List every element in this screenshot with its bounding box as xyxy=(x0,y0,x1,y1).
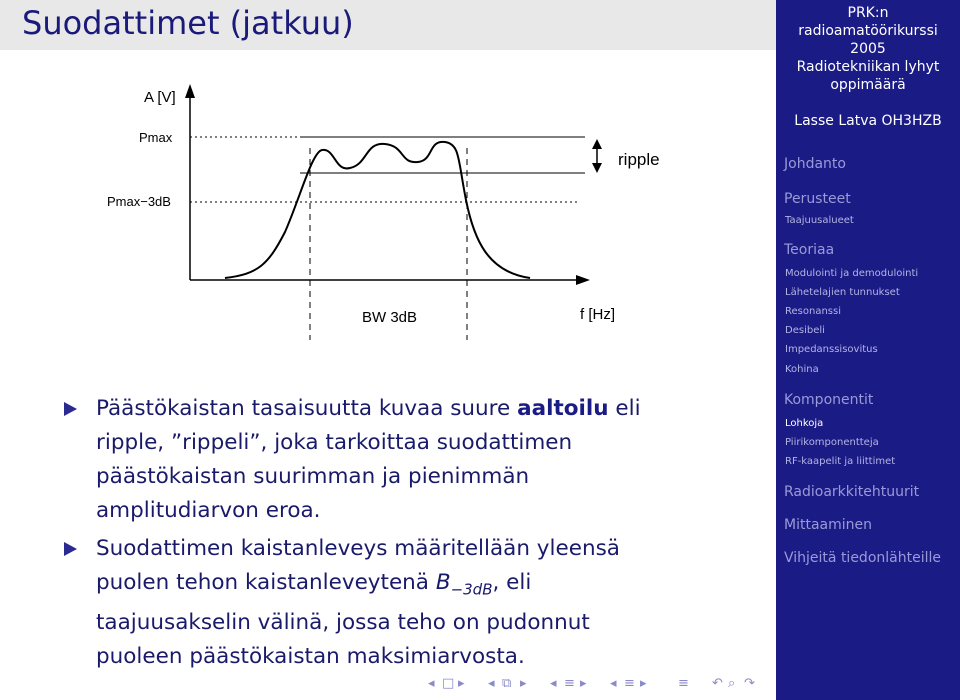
slide-body xyxy=(64,392,764,674)
pmax-3db-label: Pmax−3dB xyxy=(107,194,171,209)
bullet-ripple-text-end: eli xyxy=(608,396,641,421)
y-axis-label: A [V] xyxy=(144,89,176,106)
bullet-bandwidth-line3: taajuusakselin välinä, jossa teho on pudonnut xyxy=(96,610,590,636)
course-subtitle-line1: Radiotekniikan lyhyt xyxy=(796,59,940,75)
nav-section-komponentit[interactable]: Komponentit xyxy=(784,392,874,408)
nav-forward-icon[interactable]: ↷ xyxy=(744,676,755,691)
navigation-sidebar xyxy=(776,0,960,700)
nav-section-perusteet[interactable]: Perusteet xyxy=(784,191,851,207)
nav-search-icon[interactable]: ⌕ xyxy=(728,676,736,691)
nav-item-resonanssi[interactable]: Resonanssi xyxy=(785,306,841,317)
course-name-line1: PRK:n xyxy=(847,5,889,21)
nav-next-section-icon[interactable]: ▸ xyxy=(580,676,587,691)
y-axis-arrow xyxy=(185,84,195,98)
ripple-arrow-up xyxy=(592,139,602,149)
bullet-triangle-icon xyxy=(64,402,77,416)
bullet-ripple-line2: ripple, ”rippeli”, joka tarkoittaa suodattimen xyxy=(96,430,573,455)
bandwidth-label: BW 3dB xyxy=(362,309,418,326)
nav-next-frame-icon[interactable]: ▸ xyxy=(458,676,465,691)
bullet-bandwidth-line1: Suodattimen kaistanleveys määritellään yleensä xyxy=(96,536,620,561)
slide-title: Suodattimet (jatkuu) xyxy=(22,4,354,42)
x-axis-label: f [Hz] xyxy=(580,306,616,323)
nav-section-mittaaminen[interactable]: Mittaaminen xyxy=(784,517,872,533)
nav-document-icon[interactable]: ≡ xyxy=(624,676,635,691)
nav-prev-frame-icon[interactable]: ◂ xyxy=(428,676,435,691)
beamer-navigation-bar xyxy=(428,676,768,696)
bullet-ripple-line3: päästökaistan suurimman ja pienimmän xyxy=(96,464,530,489)
nav-appendix-icon[interactable]: ≡ xyxy=(678,676,689,691)
nav-subsection-icon[interactable]: ⧉ xyxy=(502,676,512,691)
math-b-symbol: B xyxy=(435,570,451,595)
pmax-label: Pmax xyxy=(139,130,173,145)
nav-item-lohkoja-active[interactable]: Lohkoja xyxy=(785,418,824,429)
filter-response-figure xyxy=(0,60,770,360)
nav-item-kohina[interactable]: Kohina xyxy=(785,364,819,375)
nav-section-vihjeita[interactable]: Vihjeitä tiedonlähteille xyxy=(784,550,941,566)
term-aaltoilu: aaltoilu xyxy=(517,396,609,421)
math-b-subscript: −3dB xyxy=(450,580,493,599)
nav-item-desibeli[interactable]: Desibeli xyxy=(785,325,825,336)
response-curve xyxy=(225,142,530,278)
bullet-ripple-text: Päästökaistan tasaisuutta kuvaa suure xyxy=(96,396,518,421)
nav-next-document-icon[interactable]: ▸ xyxy=(640,676,647,691)
nav-item-lahetelajit[interactable]: Lähetelajien tunnukset xyxy=(785,287,900,298)
bullet-bandwidth-text: puolen tehon kaistanleveytenä xyxy=(96,570,436,595)
nav-frame-icon[interactable]: □ xyxy=(442,676,455,691)
nav-item-piirikomponentteja[interactable]: Piirikomponentteja xyxy=(785,437,879,448)
bullet-bandwidth-line2 xyxy=(96,566,764,606)
nav-section-radioarkkitehtuurit[interactable]: Radioarkkitehtuurit xyxy=(784,484,920,500)
nav-section-teoriaa[interactable]: Teoriaa xyxy=(784,242,835,258)
ripple-arrow-down xyxy=(592,163,602,173)
ripple-label: ripple xyxy=(618,150,660,169)
author-name: Lasse Latva OH3HZB xyxy=(794,113,942,129)
course-year: 2005 xyxy=(850,41,886,57)
x-axis-arrow xyxy=(576,275,590,285)
nav-item-rf-kaapelit[interactable]: RF-kaapelit ja liittimet xyxy=(785,456,896,467)
slide-header xyxy=(0,0,776,50)
nav-prev-section-icon[interactable]: ◂ xyxy=(550,676,557,691)
course-name-line2: radioamatöörikurssi xyxy=(798,23,938,39)
course-subtitle-line2: oppimäärä xyxy=(830,77,906,93)
bullet-triangle-icon xyxy=(64,542,77,556)
nav-item-impedanssisovitus[interactable]: Impedanssisovitus xyxy=(785,344,878,355)
nav-prev-subsection-icon[interactable]: ◂ xyxy=(488,676,495,691)
bullet-ripple xyxy=(64,392,764,528)
bullet-ripple-line1 xyxy=(96,392,764,426)
nav-next-subsection-icon[interactable]: ▸ xyxy=(520,676,527,691)
nav-section-johdanto[interactable]: Johdanto xyxy=(784,156,846,172)
bullet-bandwidth-line4: puoleen päästökaistan maksimiarvosta. xyxy=(96,644,525,670)
bullet-bandwidth-text-end: , eli xyxy=(492,570,532,595)
nav-prev-document-icon[interactable]: ◂ xyxy=(610,676,617,691)
nav-section-icon[interactable]: ≡ xyxy=(564,676,575,691)
nav-back-icon[interactable]: ↶ xyxy=(712,676,723,691)
nav-item-taajuusalueet[interactable]: Taajuusalueet xyxy=(785,215,854,226)
bullet-ripple-line4: amplitudiarvon eroa. xyxy=(96,498,321,523)
nav-item-modulointi[interactable]: Modulointi ja demodulointi xyxy=(785,268,919,279)
bullet-bandwidth xyxy=(64,532,764,674)
